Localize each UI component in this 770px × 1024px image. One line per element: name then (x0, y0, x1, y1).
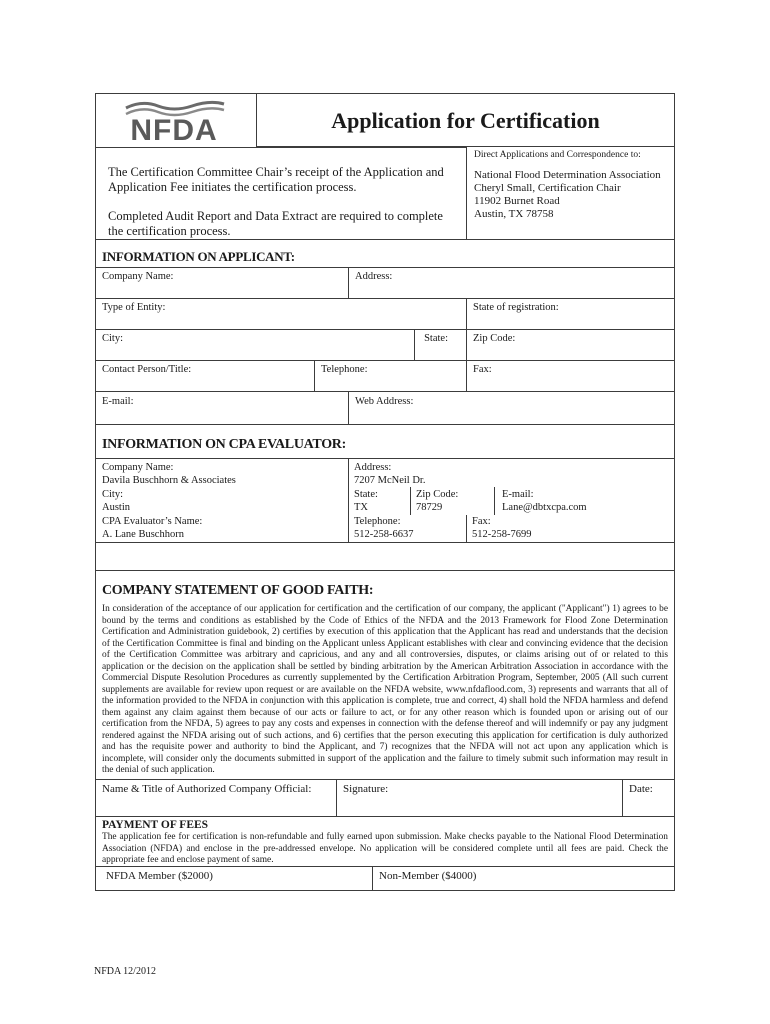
applicant-row-1 (96, 267, 674, 298)
telephone-field[interactable]: Telephone: (314, 361, 466, 392)
statement-body: In consideration of the acceptance of our application for certification and the certification of our company, the applicant ("Applicant") 1) agrees to be bound by the terms and conditions as established by the Code of Ethics of the NFDA and the 2013 Framework for Flood Zone Determination Certification and Administration guidebook, 2) certifies by execution of this application that the Applicant has read and understands that the decision of the Certification Committee is final and binding on the Applicant unless Applicant establishes with clear and convincing evidence that the decision of the Certification Committee was arbitrary and capricious, and any and all controversies, disputes, or claims arising out of or related to this application or the decision on the application shall be settled by binding arbitration by the American Arbitration Association in accordance with the Commercial Dispute Resolution Procedures as currently supplemented by the Certification Arbitration Program, September, 2005 (All such current supplements are available for review upon request or are available on the NFDA website, www.nfdaflood.com, 3) represents and warrants that all of the information provided to the NFDA in conjunction with this application is complete, true and correct, 4) shall hold the NFDA harmless and defend them against any claim against them because of our acts or failure to act, or for any other reason which is founded upon or arising out of our certification from the NFDA, 5) agrees to pay any costs and expenses in connection with the defense thereof and will indemnify or pay any judgment rendered against the NFDA arising out of such actions, and 6) certifies that the person executing this application for certification is duly authorized and has the requisite power and authority to bind the Applicant, and 7) recognizes that the NFDA will not act upon any application which is incomplete, will consider only the documents submitted in support of the application and the failure to timely submit such information may result in the denial of such application. (102, 604, 668, 775)
cpa-table (96, 458, 674, 542)
cpa-telephone-label: Telephone: (354, 516, 401, 527)
cpa-company-value: Davila Buschhorn & Associates (102, 475, 236, 486)
address-line-4: Austin, TX 78758 (474, 208, 554, 220)
cpa-fax-label: Fax: (472, 516, 491, 527)
fees-body: The application fee for certification is non-refundable and fully earned upon submission. Make checks payable to the National Flood Determination Association (NFDA) and enclose in the pre-addressed envelope. No application will be considered complete until all fees are paid. Check the appropriate fee and enclose payment of same. (102, 832, 668, 865)
logo (96, 94, 256, 154)
cpa-address-label: Address: (354, 462, 392, 473)
cpa-evaluator-label: CPA Evaluator’s Name: (102, 516, 203, 527)
cpa-heading: INFORMATION ON CPA EVALUATOR: (102, 437, 346, 452)
address-line-3: 11902 Burnet Road (474, 195, 560, 207)
cpa-zip-value: 78729 (416, 502, 443, 513)
date-field[interactable]: Date: (622, 780, 674, 817)
state-field[interactable]: State: (414, 330, 466, 361)
address-line-1: National Flood Determination Association (474, 169, 661, 181)
applicant-row-4 (96, 360, 674, 391)
intro-paragraph-1: The Certification Committee Chair’s receipt of the Application and Application Fee initiates the certification process. (108, 165, 444, 194)
cpa-blank-row (96, 542, 674, 570)
page-title: Application for Certification (331, 108, 600, 133)
cpa-email-label: E-mail: (502, 489, 534, 500)
cpa-divider-3 (494, 487, 495, 515)
correspondence-cell (466, 147, 674, 239)
statement-section (96, 570, 674, 779)
cpa-state-label: State: (354, 489, 378, 500)
svg-text:NFDA: NFDA (130, 114, 218, 147)
cpa-city-value: Austin (102, 502, 131, 513)
cpa-state-value: TX (354, 502, 368, 513)
cpa-zip-label: Zip Code: (416, 489, 459, 500)
applicant-row-2 (96, 298, 674, 329)
applicant-heading: INFORMATION ON APPLICANT: (102, 249, 295, 264)
company-name-field[interactable]: Company Name: (102, 271, 174, 282)
cpa-heading-row (96, 424, 674, 458)
non-member-fee-option[interactable]: Non-Member ($4000) (372, 867, 674, 891)
signature-row (96, 779, 674, 816)
cpa-email-value: Lane@dbtxcpa.com (502, 502, 587, 513)
state-of-registration-field[interactable]: State of registration: (466, 299, 674, 330)
cpa-divider-2 (410, 487, 411, 515)
official-name-field[interactable]: Name & Title of Authorized Company Official: (102, 783, 312, 795)
applicant-row-3 (96, 329, 674, 360)
cpa-divider-1 (348, 459, 349, 543)
fees-heading: PAYMENT OF FEES (102, 819, 209, 831)
contact-person-field[interactable]: Contact Person/Title: (102, 364, 192, 375)
fee-options-row (96, 866, 674, 890)
applicant-heading-row (96, 239, 674, 267)
address-field[interactable]: Address: (348, 268, 674, 299)
cpa-telephone-value: 512-258-6637 (354, 529, 414, 540)
city-field[interactable]: City: (102, 333, 124, 344)
type-of-entity-field[interactable]: Type of Entity: (102, 302, 166, 313)
fax-field[interactable]: Fax: (466, 361, 674, 392)
email-field[interactable]: E-mail: (102, 396, 134, 407)
title-cell (256, 94, 674, 147)
web-address-field[interactable]: Web Address: (348, 392, 674, 425)
cpa-company-label: Company Name: (102, 462, 174, 473)
address-line-2: Cheryl Small, Certification Chair (474, 182, 621, 194)
cpa-fax-value: 512-258-7699 (472, 529, 532, 540)
applicant-row-5 (96, 391, 674, 424)
direct-label: Direct Applications and Correspondence to: (474, 150, 641, 160)
cpa-divider-4 (466, 515, 467, 543)
nfda-member-fee-option[interactable]: NFDA Member ($2000) (106, 870, 213, 882)
zip-code-field[interactable]: Zip Code: (466, 330, 674, 361)
intro-cell (96, 147, 466, 239)
intro-paragraph-2: Completed Audit Report and Data Extract are required to complete the certification process. (108, 209, 443, 238)
statement-heading: COMPANY STATEMENT OF GOOD FAITH: (102, 583, 374, 598)
nfda-logo-icon (96, 94, 256, 154)
cpa-city-label: City: (102, 489, 124, 500)
cpa-address-value: 7207 McNeil Dr. (354, 475, 426, 486)
fees-section (96, 816, 674, 866)
form-version: NFDA 12/2012 (94, 966, 156, 977)
cpa-evaluator-value: A. Lane Buschhorn (102, 529, 184, 540)
signature-field[interactable]: Signature: (336, 780, 622, 817)
